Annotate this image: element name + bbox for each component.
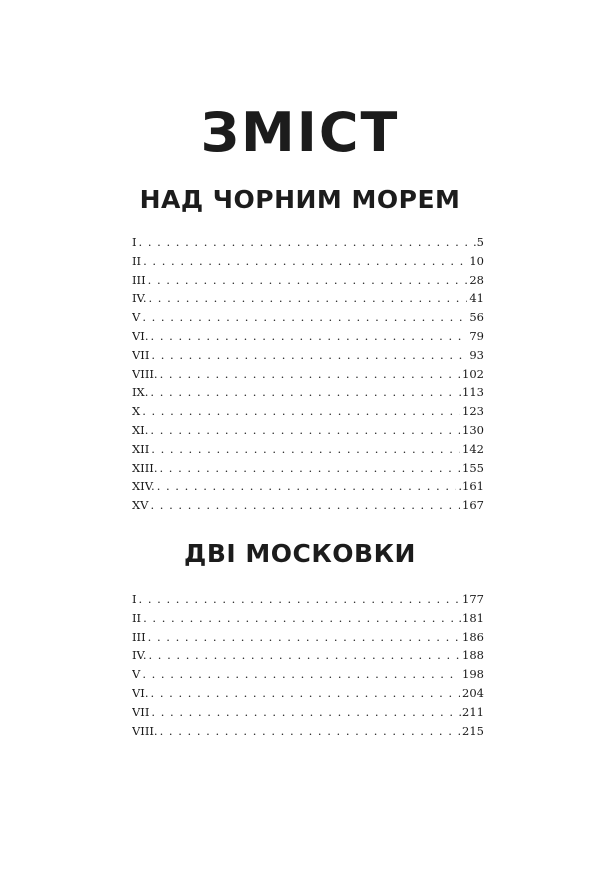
toc-entry-label: XII bbox=[132, 441, 150, 456]
toc-entry-label: VIII. bbox=[132, 366, 158, 381]
toc-entry bbox=[132, 665, 484, 684]
toc-entry-page: 167 bbox=[462, 498, 484, 513]
toc-entry-label: I bbox=[132, 235, 137, 249]
toc-entry bbox=[132, 459, 484, 478]
toc-leader-dots bbox=[147, 289, 468, 308]
page-title: ЗМІСТ bbox=[200, 101, 400, 164]
toc-entry-label: VI. bbox=[132, 328, 149, 343]
toc-leader-dots bbox=[148, 383, 456, 402]
toc-entry-page: 56 bbox=[469, 310, 484, 325]
toc-entry-label: III bbox=[132, 272, 146, 287]
toc-entry-page: 177 bbox=[462, 592, 484, 606]
toc-leader-dots bbox=[149, 346, 467, 365]
toc-entry bbox=[132, 421, 484, 440]
toc-entry-label: VII bbox=[132, 704, 150, 719]
toc-leader-dots bbox=[155, 477, 457, 496]
toc-entry-label: IX. bbox=[132, 385, 149, 400]
toc-leader-dots bbox=[157, 459, 460, 478]
toc-entry-label: VI. bbox=[132, 685, 149, 700]
toc-entry-page: 215 bbox=[462, 723, 484, 738]
toc-entry-label: XIV. bbox=[132, 479, 155, 494]
toc-entry-label: VIII. bbox=[132, 723, 158, 738]
toc-leader-dots bbox=[141, 609, 456, 628]
toc-entry-page: 28 bbox=[469, 272, 484, 287]
toc-entry-page: 188 bbox=[462, 648, 484, 663]
toc-leader-dots bbox=[149, 440, 460, 459]
toc-entry-label: V bbox=[132, 667, 141, 682]
toc-entry bbox=[132, 609, 484, 628]
toc-entry bbox=[132, 722, 484, 741]
toc-entry bbox=[132, 233, 484, 252]
toc-entry-label: XI. bbox=[132, 422, 149, 437]
toc-entry bbox=[132, 383, 484, 402]
toc-entry-label: XIII. bbox=[132, 460, 158, 475]
toc-entry-label: X bbox=[132, 404, 141, 419]
toc-leader-dots bbox=[147, 646, 461, 665]
toc-entry-label: XV bbox=[132, 498, 149, 513]
toc-entry bbox=[132, 327, 484, 346]
toc-entry-page: .161 bbox=[458, 479, 484, 494]
toc-leader-dots bbox=[137, 233, 471, 252]
toc-entry-page: 10 bbox=[469, 253, 484, 268]
toc-entry-page: 79 bbox=[469, 328, 484, 343]
toc-leader-dots bbox=[137, 590, 461, 609]
toc-entry bbox=[132, 646, 484, 665]
toc-entry-page: 204 bbox=[462, 685, 484, 700]
toc-leader-dots bbox=[148, 421, 460, 440]
toc-entry-page: 198 bbox=[462, 667, 484, 682]
section-title-black-sea: НАД ЧОРНИМ МОРЕМ bbox=[139, 185, 461, 214]
toc-leader-dots bbox=[141, 252, 467, 271]
toc-entry-label: IV. bbox=[132, 648, 147, 663]
toc-leader-dots bbox=[146, 628, 460, 647]
toc-entry-page: 186 bbox=[462, 629, 484, 644]
toc-entry-page: .181 bbox=[458, 610, 484, 625]
toc-entry bbox=[132, 271, 484, 290]
toc-leader-dots bbox=[149, 703, 456, 722]
toc-leader-dots bbox=[149, 684, 461, 703]
toc-entry bbox=[132, 590, 484, 609]
toc-leader-dots bbox=[146, 271, 468, 290]
toc-entry-page: 123 bbox=[462, 404, 484, 419]
toc-entry bbox=[132, 477, 484, 496]
toc-entry-page: 142 bbox=[462, 441, 484, 456]
toc-entry bbox=[132, 402, 484, 421]
toc-leader-dots bbox=[140, 308, 467, 327]
toc-entry-label: III bbox=[132, 629, 146, 644]
toc-entry-page: 102 bbox=[462, 366, 484, 381]
toc-entry-page: 155 bbox=[462, 460, 484, 475]
toc-leader-dots bbox=[140, 665, 460, 684]
section-title-two-muscovites: ДВІ МОСКОВКИ bbox=[184, 539, 416, 568]
toc-entry-label: VII bbox=[132, 347, 150, 362]
toc-entry bbox=[132, 496, 484, 515]
toc-leader-dots bbox=[149, 327, 468, 346]
toc-entry-label: II bbox=[132, 253, 142, 268]
toc-entry bbox=[132, 684, 484, 703]
toc-list-two-muscovites bbox=[132, 590, 484, 740]
toc-list-black-sea bbox=[132, 233, 484, 515]
toc-entry-label: I bbox=[132, 592, 137, 606]
toc-entry bbox=[132, 440, 484, 459]
toc-leader-dots bbox=[140, 402, 460, 421]
toc-entry bbox=[132, 289, 484, 308]
toc-entry bbox=[132, 308, 484, 327]
toc-entry-page: 93 bbox=[469, 347, 484, 362]
toc-entry-page: .5 bbox=[473, 235, 484, 249]
toc-leader-dots bbox=[158, 722, 460, 741]
toc-entry-label: IV. bbox=[132, 291, 147, 306]
toc-entry-label: V bbox=[132, 310, 141, 325]
toc-entry bbox=[132, 628, 484, 647]
toc-entry bbox=[132, 703, 484, 722]
toc-leader-dots bbox=[158, 365, 460, 384]
toc-entry bbox=[132, 346, 484, 365]
toc-entry-page: 130 bbox=[462, 422, 484, 437]
toc-leader-dots bbox=[149, 496, 461, 515]
toc-entry bbox=[132, 365, 484, 384]
toc-entry bbox=[132, 252, 484, 271]
toc-entry-label: II bbox=[132, 610, 142, 625]
toc-entry-page: 41 bbox=[469, 291, 484, 306]
toc-entry-page: .211 bbox=[458, 704, 484, 719]
toc-entry-page: .113 bbox=[458, 385, 484, 400]
